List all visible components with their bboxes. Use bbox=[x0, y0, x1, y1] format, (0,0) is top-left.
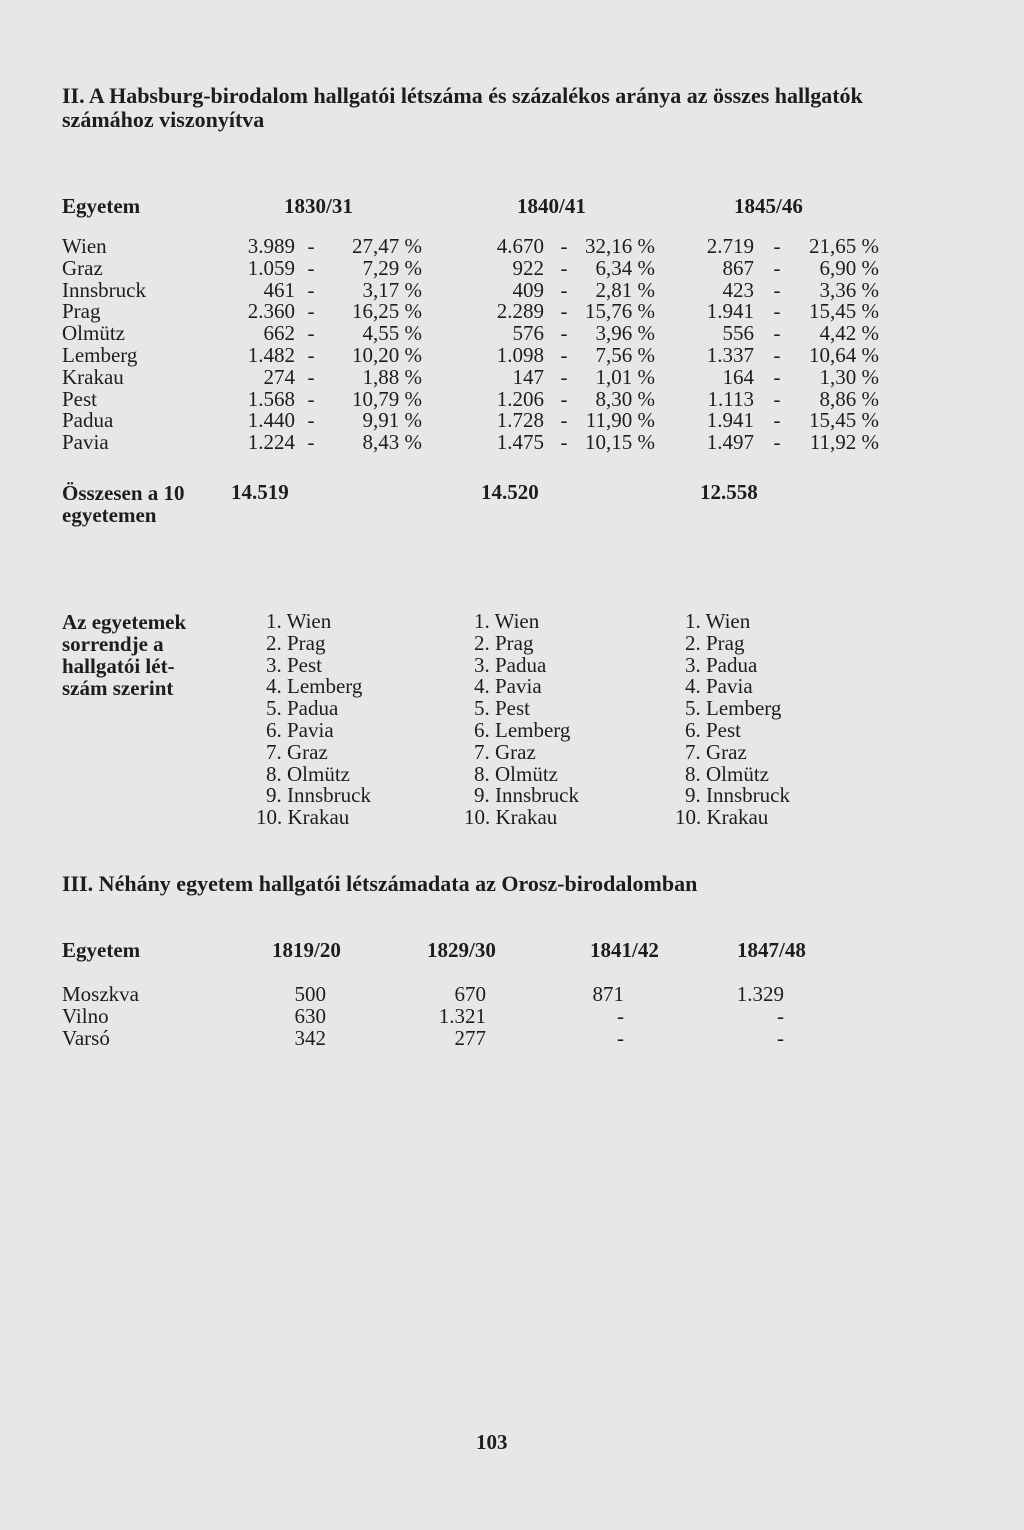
s2-row-count: 409 bbox=[512, 277, 544, 302]
s2-row-percent: 10,64 % bbox=[809, 343, 879, 367]
s2-ranking-item: 5. Pest bbox=[474, 696, 531, 721]
s2-row-percent: 7,29 % bbox=[362, 255, 422, 280]
s2-ranking-item: 2. Prag bbox=[685, 630, 745, 655]
s3-row-name: Moszkva bbox=[62, 982, 139, 1006]
s3-header-year-4: 1847/48 bbox=[737, 938, 806, 962]
s2-row-percent: 15,45 % bbox=[809, 408, 879, 433]
s2-row-dash: - bbox=[773, 234, 781, 258]
s2-ranking-item: 10. Krakau bbox=[464, 805, 558, 830]
s2-row-count: 922 bbox=[512, 255, 544, 280]
s2-ranking-item: 6. Pest bbox=[685, 718, 742, 742]
s2-row-count: 1.059 bbox=[247, 255, 295, 280]
s2-row-count: 1.475 bbox=[496, 430, 544, 455]
s2-row-count: 1.497 bbox=[706, 430, 754, 455]
s2-row-percent: 27,47 % bbox=[352, 234, 422, 258]
s2-row-dash: - bbox=[307, 386, 315, 411]
s2-total-label: Összesen a 10 egyetemen bbox=[62, 481, 185, 527]
s2-row-percent: 15,45 % bbox=[809, 299, 879, 324]
s2-row-dash: - bbox=[307, 299, 315, 324]
s2-header-egyetem: Egyetem bbox=[62, 194, 141, 218]
s3-row-value: - bbox=[777, 1025, 784, 1050]
s2-ranking-item: 7. Graz bbox=[685, 739, 747, 764]
s2-row-count: 576 bbox=[512, 321, 544, 346]
s3-row-value: 1.321 bbox=[438, 1003, 486, 1028]
s2-row-count: 1.482 bbox=[247, 343, 295, 367]
s2-ranking-item: 10. Krakau bbox=[256, 805, 350, 830]
s3-row-value: 500 bbox=[294, 982, 326, 1006]
s2-row-count: 1.206 bbox=[496, 386, 544, 411]
s2-row-count: 1.440 bbox=[247, 408, 295, 433]
s2-row-dash: - bbox=[560, 321, 568, 346]
s2-ranking-item: 1. Wien bbox=[266, 609, 332, 633]
s2-row-count: 423 bbox=[722, 277, 754, 302]
s2-row-name: Olmütz bbox=[62, 321, 125, 346]
s2-ranking-item: 1. Wien bbox=[474, 609, 540, 633]
s2-ranking-item: 3. Padua bbox=[474, 652, 547, 677]
s2-row-percent: 8,86 % bbox=[819, 386, 879, 411]
s3-row-value: 277 bbox=[454, 1025, 486, 1050]
s2-ranking-item: 1. Wien bbox=[685, 609, 751, 633]
s2-ranking-item: 7. Graz bbox=[474, 739, 536, 764]
s2-row-count: 4.670 bbox=[496, 234, 544, 258]
s2-row-percent: 15,76 % bbox=[585, 299, 655, 324]
s2-ranking-item: 6. Pavia bbox=[266, 718, 334, 742]
s2-ranking-item: 8. Olmütz bbox=[685, 761, 769, 786]
s2-row-count: 1.728 bbox=[496, 408, 544, 433]
s2-row-dash: - bbox=[773, 386, 781, 411]
s2-row-percent: 6,34 % bbox=[595, 255, 655, 280]
s2-row-percent: 4,55 % bbox=[362, 321, 422, 346]
s2-row-dash: - bbox=[307, 277, 315, 302]
section-3-title: III. Néhány egyetem hallgatói létszámadata az Orosz-birodalomban bbox=[62, 871, 698, 896]
s2-ranking-item: 3. Padua bbox=[685, 652, 758, 677]
s2-row-count: 1.224 bbox=[247, 430, 295, 455]
s2-ranking-item: 5. Lemberg bbox=[685, 696, 782, 721]
s2-row-dash: - bbox=[773, 299, 781, 324]
s2-row-name: Prag bbox=[62, 299, 101, 324]
s2-row-dash: - bbox=[773, 343, 781, 367]
s2-row-count: 274 bbox=[263, 364, 295, 389]
s2-row-dash: - bbox=[307, 255, 315, 280]
s2-row-percent: 10,79 % bbox=[352, 386, 422, 411]
s2-row-percent: 9,91 % bbox=[362, 408, 422, 433]
s3-row-value: 630 bbox=[294, 1003, 326, 1028]
s2-row-percent: 16,25 % bbox=[352, 299, 422, 324]
s2-row-name: Lemberg bbox=[62, 343, 138, 367]
s2-row-count: 662 bbox=[263, 321, 295, 346]
s2-row-percent: 8,30 % bbox=[595, 386, 655, 411]
s2-row-name: Graz bbox=[62, 255, 103, 280]
s3-row-value: 342 bbox=[294, 1025, 326, 1050]
s2-row-count: 1.098 bbox=[496, 343, 544, 367]
s2-ranking-item: 2. Prag bbox=[474, 630, 534, 655]
s2-ranking-item: 3. Pest bbox=[266, 652, 323, 677]
s2-ranking-item: 4. Lemberg bbox=[266, 674, 363, 699]
s2-row-count: 461 bbox=[263, 277, 295, 302]
s2-row-percent: 1,01 % bbox=[595, 364, 655, 389]
s2-row-percent: 11,92 % bbox=[809, 430, 879, 455]
s3-header-year-2: 1829/30 bbox=[427, 938, 496, 962]
s2-ranking-item: 4. Pavia bbox=[685, 674, 753, 699]
s2-row-count: 867 bbox=[722, 255, 754, 280]
s2-ranking-label: Az egyetemek sorrendje a hallgatói lét- szám szerint bbox=[62, 610, 187, 700]
s2-row-percent: 10,15 % bbox=[585, 430, 655, 455]
s2-ranking-item: 8. Olmütz bbox=[474, 761, 558, 786]
s2-row-percent: 1,88 % bbox=[362, 364, 422, 389]
s2-row-dash: - bbox=[560, 234, 568, 258]
s2-row-count: 2.289 bbox=[496, 299, 544, 324]
s2-row-dash: - bbox=[773, 321, 781, 346]
s2-ranking-item: 4. Pavia bbox=[474, 674, 542, 699]
page-number: 103 bbox=[476, 1430, 508, 1454]
s2-row-dash: - bbox=[307, 343, 315, 367]
s2-row-percent: 3,36 % bbox=[819, 277, 879, 302]
s2-total-1: 14.519 bbox=[231, 480, 289, 504]
s2-row-name: Wien bbox=[62, 234, 107, 258]
s2-row-percent: 6,90 % bbox=[819, 255, 879, 280]
s2-total-3: 12.558 bbox=[700, 480, 758, 504]
s2-row-dash: - bbox=[560, 364, 568, 389]
s2-row-count: 2.719 bbox=[706, 234, 754, 258]
s2-ranking-item: 5. Padua bbox=[266, 696, 339, 721]
s2-row-dash: - bbox=[560, 299, 568, 324]
s2-row-count: 1.337 bbox=[706, 343, 754, 367]
s3-row-name: Varsó bbox=[62, 1025, 110, 1050]
s2-row-dash: - bbox=[773, 430, 781, 455]
s2-row-name: Krakau bbox=[62, 364, 124, 389]
s2-header-year-1: 1830/31 bbox=[284, 194, 353, 218]
s3-row-value: - bbox=[777, 1003, 784, 1028]
s2-header-year-2: 1840/41 bbox=[517, 194, 586, 218]
section-2-title: II. A Habsburg-birodalom hallgatói létszáma és százalékos aránya az összes hallgatók számához viszonyítva bbox=[62, 83, 863, 132]
s2-row-name: Innsbruck bbox=[62, 277, 146, 302]
s2-row-dash: - bbox=[307, 430, 315, 455]
s3-header-year-1: 1819/20 bbox=[272, 938, 341, 962]
s2-row-dash: - bbox=[773, 255, 781, 280]
s2-row-dash: - bbox=[307, 364, 315, 389]
s2-row-count: 556 bbox=[722, 321, 754, 346]
s2-row-count: 164 bbox=[722, 364, 754, 389]
s2-row-dash: - bbox=[560, 255, 568, 280]
s2-total-2: 14.520 bbox=[481, 480, 539, 504]
s2-row-dash: - bbox=[307, 408, 315, 433]
s2-ranking-item: 2. Prag bbox=[266, 630, 326, 655]
s3-row-value: 871 bbox=[592, 982, 624, 1006]
s2-row-name: Pavia bbox=[62, 430, 109, 455]
s2-ranking-item: 9. Innsbruck bbox=[474, 783, 579, 808]
s2-row-count: 1.568 bbox=[247, 386, 295, 411]
s2-row-percent: 32,16 % bbox=[585, 234, 655, 258]
s2-row-dash: - bbox=[773, 408, 781, 433]
s2-row-dash: - bbox=[560, 430, 568, 455]
s3-row-name: Vilno bbox=[62, 1003, 109, 1028]
s3-row-value: - bbox=[617, 1025, 624, 1050]
s2-header-year-3: 1845/46 bbox=[734, 194, 803, 218]
s2-row-dash: - bbox=[773, 364, 781, 389]
s3-row-value: 1.329 bbox=[736, 982, 784, 1006]
s2-row-percent: 21,65 % bbox=[809, 234, 879, 258]
s2-row-count: 147 bbox=[512, 364, 544, 389]
s3-row-value: - bbox=[617, 1003, 624, 1028]
s2-row-dash: - bbox=[307, 321, 315, 346]
s3-row-value: 670 bbox=[454, 982, 486, 1006]
s2-row-name: Padua bbox=[62, 408, 114, 433]
s2-row-dash: - bbox=[560, 277, 568, 302]
s3-header-egyetem: Egyetem bbox=[62, 938, 141, 962]
s2-row-count: 1.113 bbox=[707, 386, 754, 411]
s2-ranking-item: 9. Innsbruck bbox=[685, 783, 790, 808]
s2-row-count: 1.941 bbox=[706, 408, 754, 433]
s2-row-dash: - bbox=[560, 386, 568, 411]
s2-ranking-item: 8. Olmütz bbox=[266, 761, 350, 786]
s2-row-percent: 1,30 % bbox=[819, 364, 879, 389]
s2-ranking-item: 10. Krakau bbox=[675, 805, 769, 830]
s2-row-percent: 7,56 % bbox=[595, 343, 655, 367]
s2-row-percent: 3,17 % bbox=[362, 277, 422, 302]
s2-row-percent: 3,96 % bbox=[595, 321, 655, 346]
s2-row-count: 2.360 bbox=[247, 299, 295, 324]
s2-row-dash: - bbox=[560, 408, 568, 433]
s2-row-count: 3.989 bbox=[247, 234, 295, 258]
s2-row-dash: - bbox=[773, 277, 781, 302]
s2-ranking-item: 7. Graz bbox=[266, 739, 328, 764]
s2-ranking-item: 6. Lemberg bbox=[474, 718, 571, 742]
s2-row-name: Pest bbox=[62, 386, 98, 411]
s2-ranking-item: 9. Innsbruck bbox=[266, 783, 371, 808]
s2-row-count: 1.941 bbox=[706, 299, 754, 324]
s2-row-percent: 2,81 % bbox=[595, 277, 655, 302]
s2-row-dash: - bbox=[307, 234, 315, 258]
s2-row-percent: 10,20 % bbox=[352, 343, 422, 367]
s2-row-percent: 4,42 % bbox=[819, 321, 879, 346]
s2-row-dash: - bbox=[560, 343, 568, 367]
s2-row-percent: 8,43 % bbox=[362, 430, 422, 455]
s2-row-percent: 11,90 % bbox=[585, 408, 655, 433]
s3-header-year-3: 1841/42 bbox=[590, 938, 659, 962]
